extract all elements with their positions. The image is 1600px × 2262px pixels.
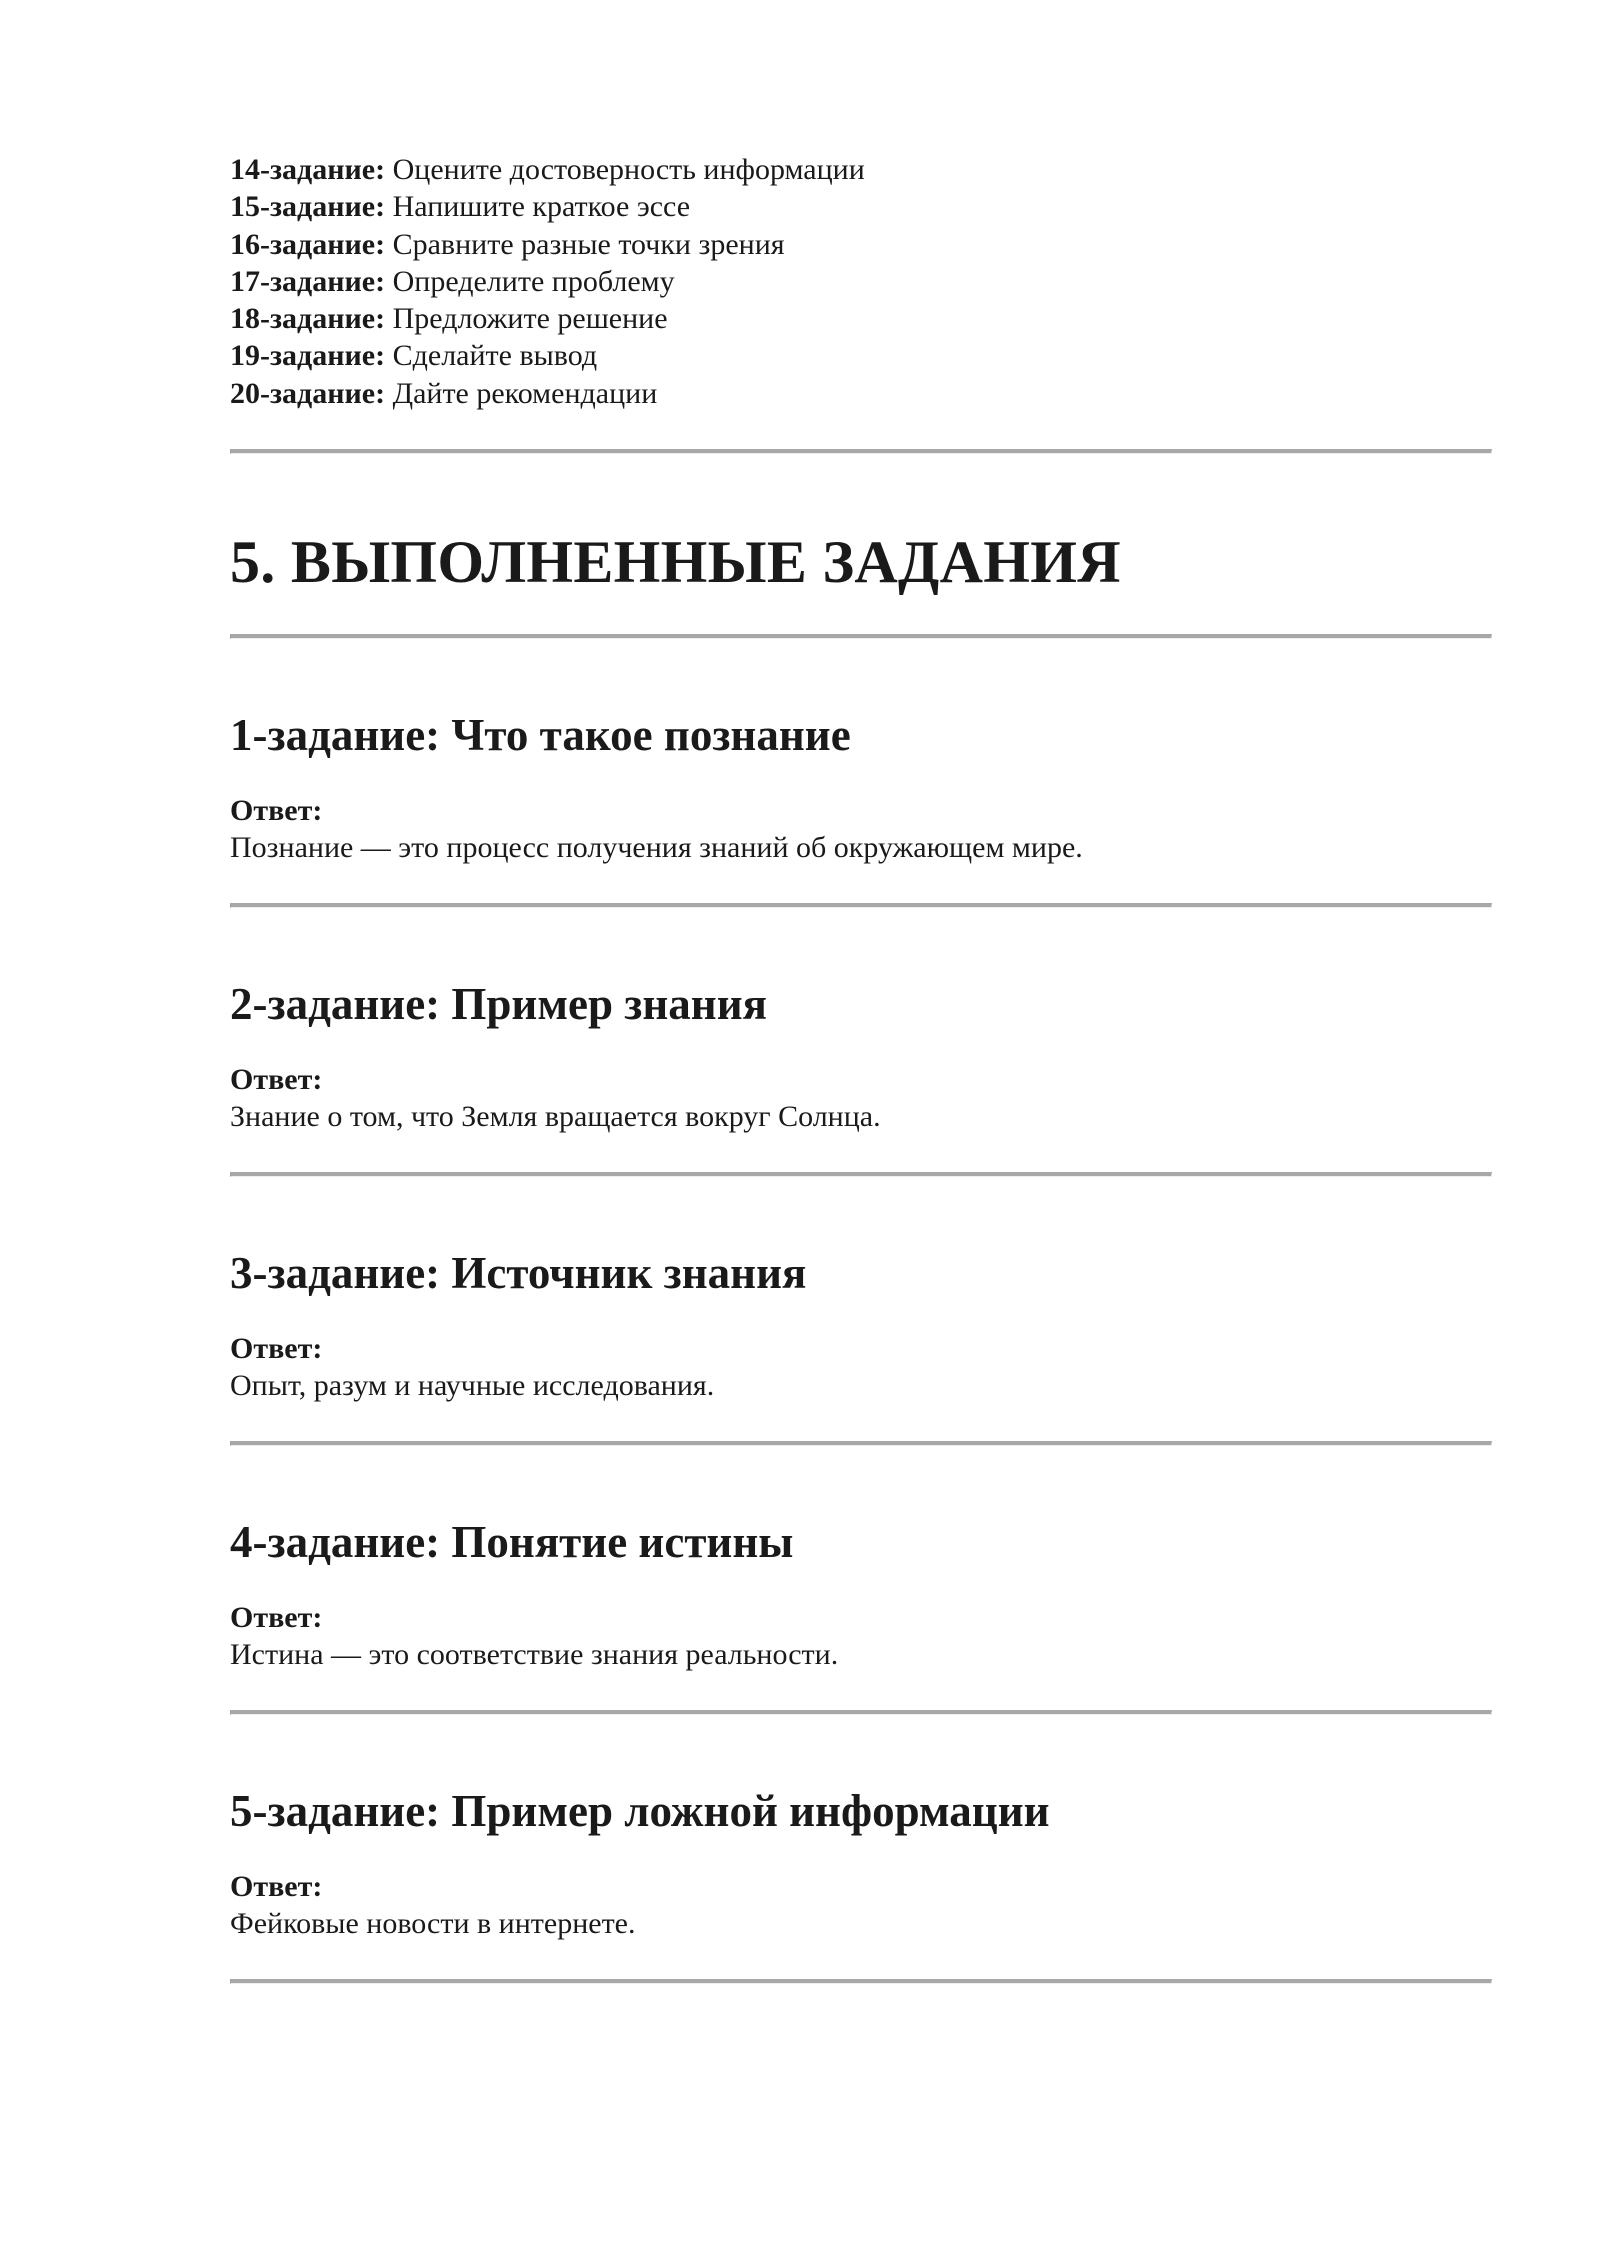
task-number: 16-задание:: [230, 227, 386, 261]
answer-label: Ответ:: [230, 1870, 323, 1904]
task-number: 19-задание:: [230, 339, 386, 373]
divider: [230, 1172, 1492, 1177]
answer-text: Фейковые новости в интернете.: [230, 1907, 636, 1941]
task-heading: 3-задание: Источник знания: [230, 1248, 807, 1299]
task-list-item: [230, 151, 1492, 188]
divider: [230, 1979, 1492, 1984]
completed-task: [230, 977, 1492, 1177]
task-number: 14-задание:: [230, 153, 386, 186]
section-title: 5. ВЫПОЛНЕННЫЕ ЗАДАНИЯ: [230, 529, 1121, 596]
task-text: Предложите решение: [392, 302, 668, 336]
task-list-item: [230, 337, 1492, 374]
task-text: Дайте рекомендации: [392, 376, 658, 410]
completed-task: [230, 1784, 1492, 1984]
answer-text: Опыт, разум и научные исследования.: [230, 1369, 715, 1403]
task-number: 15-задание:: [230, 190, 386, 224]
answer-label: Ответ:: [230, 1063, 323, 1097]
task-heading: 4-задание: Понятие истины: [230, 1517, 794, 1568]
task-text: Сделайте вывод: [392, 339, 598, 373]
task-list-item: [230, 263, 1492, 300]
task-number: 18-задание:: [230, 302, 386, 336]
divider: [230, 634, 1492, 639]
completed-task: [230, 1515, 1492, 1715]
divider: [230, 1710, 1492, 1715]
task-heading: 2-задание: Пример знания: [230, 979, 767, 1030]
completed-task: [230, 1246, 1492, 1446]
answer-text: Знание о том, что Земля вращается вокруг Солнца.: [230, 1100, 881, 1134]
task-text: Сравните разные точки зрения: [392, 227, 785, 261]
task-text: Оцените достоверность информации: [392, 153, 865, 186]
task-list: [230, 151, 1492, 412]
divider: [230, 1441, 1492, 1446]
task-text: Определите проблему: [392, 264, 675, 298]
task-text: Напишите краткое эссе: [392, 190, 691, 224]
divider: [230, 903, 1492, 908]
completed-task: [230, 708, 1492, 908]
divider: [230, 449, 1492, 454]
task-heading: 5-задание: Пример ложной информации: [230, 1786, 1050, 1837]
answer-label: Ответ:: [230, 1332, 323, 1366]
task-list-item: [230, 188, 1492, 225]
task-list-item: [230, 300, 1492, 337]
task-number: 20-задание:: [230, 376, 386, 410]
answer-text: Истина — это соответствие знания реальности.: [230, 1638, 839, 1672]
task-heading: 1-задание: Что такое познание: [230, 710, 851, 761]
answer-text: Познание — это процесс получения знаний об окружающем мире.: [230, 831, 1083, 865]
task-list-item: [230, 375, 1492, 412]
answer-label: Ответ:: [230, 1601, 323, 1635]
task-number: 17-задание:: [230, 264, 386, 298]
page-content: [230, 151, 1492, 1984]
task-list-item: [230, 226, 1492, 263]
answer-label: Ответ:: [230, 794, 323, 828]
